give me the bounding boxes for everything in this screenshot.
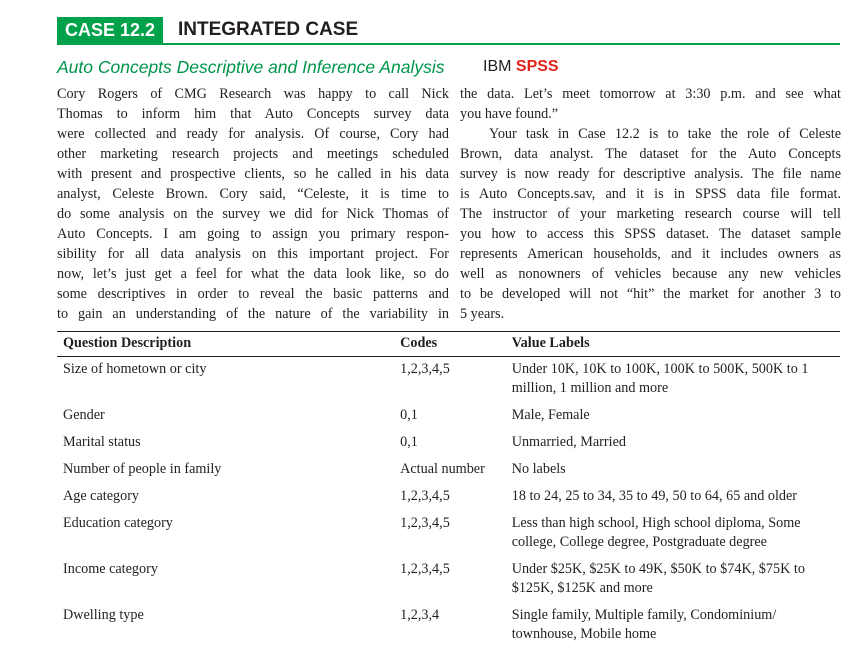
text-line: other marketing research projects and meetings scheduled: [57, 146, 449, 162]
text-line: analyst, Celeste Brown. Cory said, “Celeste, it is time to: [57, 186, 449, 202]
table-row: [57, 430, 840, 457]
text-line: some descriptives in order to reveal the basic patterns and: [57, 286, 449, 302]
case-number-badge: CASE 12.2: [57, 17, 163, 43]
question-cell: Marital status: [63, 434, 141, 450]
codes-cell: 1,2,3,4,5: [400, 515, 450, 531]
value-labels-cell: Under 10K, 10K to 100K, 100K to 500K, 500K to 1 million, 1 million and more: [511, 361, 809, 396]
column-header-codes: Codes: [394, 332, 506, 357]
table-row: [57, 357, 840, 404]
column-header-value-labels: Value Labels: [506, 332, 840, 357]
ibm-spss-logo: [483, 58, 559, 76]
codes-cell: 1,2,3,4,5: [400, 361, 450, 377]
value-labels-cell: 18 to 24, 25 to 34, 35 to 49, 50 to 64, 65 and older: [511, 488, 798, 504]
text-line: well as nonowners of vehicles because any new vehicles: [460, 266, 841, 282]
table-row: [57, 557, 840, 603]
survey-variables-table: [57, 331, 840, 649]
text-line: represents American households, and it includes owners as: [460, 246, 841, 262]
table-row: [57, 403, 840, 430]
text-line: to gain an understanding of the nature of the variability in: [57, 306, 449, 322]
question-cell: Dwelling type: [63, 607, 144, 623]
value-labels-cell: Less than high school, High school diploma, Some college, College degree, Postgraduate degree: [511, 515, 801, 550]
codes-cell: 0,1: [400, 407, 418, 423]
codes-cell: Actual number: [400, 461, 485, 477]
intro-paragraph: [57, 84, 449, 324]
value-labels-cell: Single family, Multiple family, Condominium/ townhouse, Mobile home: [511, 607, 777, 642]
table-row: [57, 484, 840, 511]
case-body-left-column: [57, 84, 449, 324]
question-cell: Size of hometown or city: [63, 361, 207, 377]
text-line: 5 years.: [460, 306, 505, 322]
text-line: now, let’s just get a feel for what the data look like, so do: [57, 266, 449, 282]
text-line: Cory Rogers of CMG Research was happy to call Nick: [57, 86, 449, 102]
text-line: Your task in Case 12.2 is to take the role of Celeste: [489, 126, 841, 142]
question-cell: Gender: [63, 407, 105, 423]
table-row: [57, 603, 840, 649]
text-line: the data. Let’s meet tomorrow at 3:30 p.m. and see what: [460, 86, 841, 102]
codes-cell: 0,1: [400, 434, 418, 450]
text-line: you have found.”: [460, 106, 559, 122]
codes-cell: 1,2,3,4,5: [400, 561, 450, 577]
text-line: Thomas to inform him that Auto Concepts survey data: [57, 106, 449, 122]
column-header-question: Question Description: [57, 332, 394, 357]
text-line: were collected and ready for analysis. Of course, Cory had: [57, 126, 449, 142]
value-labels-cell: Male, Female: [511, 407, 590, 423]
question-cell: Number of people in family: [63, 461, 222, 477]
table-row: [57, 511, 840, 557]
question-cell: Age category: [63, 488, 140, 504]
question-cell: Education category: [63, 515, 173, 531]
text-line: is Auto Concepts.sav, and it is in SPSS data file format.: [460, 186, 841, 202]
text-line: Auto Concepts. I am going to assign you primary respon-: [57, 226, 449, 242]
text-line: to be developed will not “hit” the market for another 3 to: [460, 286, 841, 302]
value-labels-cell: No labels: [511, 461, 566, 477]
codes-cell: 1,2,3,4: [400, 607, 440, 623]
continued-paragraph: [460, 84, 841, 124]
text-line: survey is now ready for descriptive analysis. The file name: [460, 166, 841, 182]
case-body-right-column: [460, 84, 841, 324]
case-header: [57, 17, 840, 45]
text-line: Brown, data analyst. The dataset for the Auto Concepts: [460, 146, 841, 162]
table-row: [57, 457, 840, 484]
text-line: do some analysis on the survey we did for Nick Thomas of: [57, 206, 449, 222]
text-line: with present and prospective clients, so he called in his data: [57, 166, 449, 182]
value-labels-cell: Unmarried, Married: [511, 434, 626, 450]
text-line: you how to access this SPSS dataset. The dataset sample: [460, 226, 841, 242]
case-title: Auto Concepts Descriptive and Inference Analysis: [57, 57, 445, 77]
table-header-row: [57, 332, 840, 357]
text-line: sibility for all data analysis on this important project. For: [57, 246, 449, 262]
ibm-logo-text: IBM: [483, 58, 512, 75]
task-paragraph: [460, 124, 841, 324]
case-type-label: INTEGRATED CASE: [178, 19, 359, 40]
codes-cell: 1,2,3,4,5: [400, 488, 450, 504]
spss-logo-text: SPSS: [515, 58, 559, 75]
text-line: The instructor of your marketing research course will tell: [460, 206, 841, 222]
question-cell: Income category: [63, 561, 158, 577]
value-labels-cell: Under $25K, $25K to 49K, $50K to $74K, $75K to $125K, $125K and more: [511, 561, 805, 596]
